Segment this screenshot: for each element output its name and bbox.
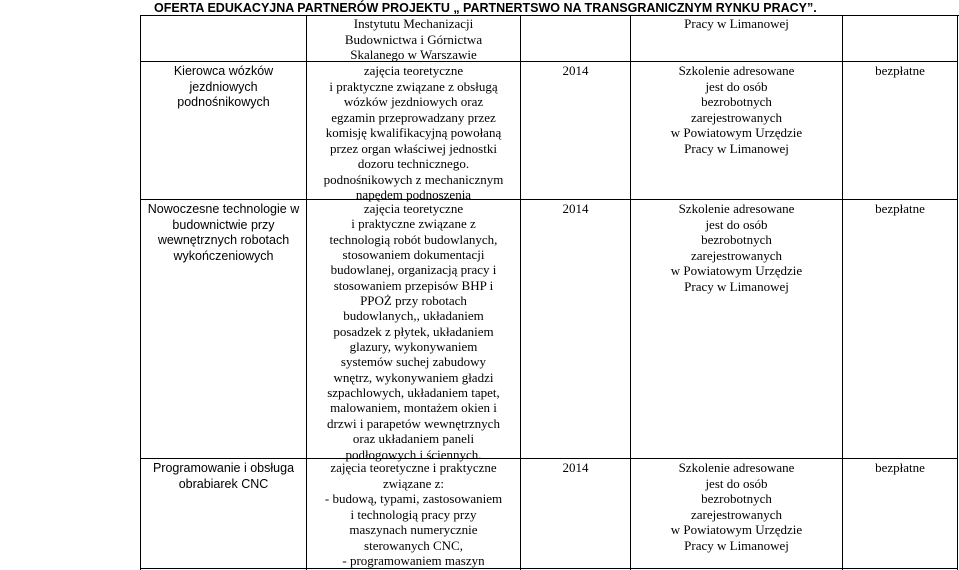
description-line: maszynach numerycznie xyxy=(349,522,478,537)
description-line: Instytutu Mechanizacji xyxy=(353,16,474,31)
course-line: Programowanie i obsługa xyxy=(152,461,295,475)
year-value: 2014 xyxy=(562,201,589,216)
course-organizer xyxy=(631,63,842,156)
course-description xyxy=(307,460,520,569)
description-line: i praktyczne związane z obsługą xyxy=(329,78,498,94)
description-line: podnośnikowych z mechanicznym xyxy=(323,171,504,187)
row-divider xyxy=(140,199,958,200)
course-line: Kierowca wózków xyxy=(173,64,274,78)
organizer-line: Szkolenie adresowane xyxy=(678,460,795,475)
course-description xyxy=(307,63,520,203)
description-line: - programowaniem maszyn xyxy=(342,553,485,568)
top-row-organizer xyxy=(631,16,842,32)
course-organizer xyxy=(631,460,842,553)
organizer-line: bezrobotnych xyxy=(701,94,772,109)
description-line: systemów suchej zabudowy xyxy=(340,354,487,370)
column-divider xyxy=(520,15,521,570)
cost-value: bezpłatne xyxy=(875,201,925,216)
organizer-line: zarejestrowanych xyxy=(691,247,782,263)
description-line: szpachlowych, układaniem tapet, xyxy=(327,385,500,401)
organizer-line: bezrobotnych xyxy=(701,491,772,506)
column-divider xyxy=(842,15,843,570)
description-line: technologią robót budowlanych, xyxy=(329,231,498,247)
table-border-right xyxy=(957,15,958,570)
description-line: glazury, wykonywaniem xyxy=(349,339,478,355)
description-line: posadzek z płytek, układaniem xyxy=(333,323,494,339)
organizer-line: jest do osób xyxy=(705,475,768,491)
description-line: zajęcia teoretyczne i praktyczne xyxy=(330,460,497,475)
description-line: podłogowych i ściennych. xyxy=(345,446,482,462)
course-organizer xyxy=(631,201,842,294)
course-cost xyxy=(843,201,957,217)
year-value: 2014 xyxy=(562,63,589,78)
course-name xyxy=(141,461,306,492)
cost-value: bezpłatne xyxy=(875,460,925,475)
description-line: Budownictwa i Górnictwa xyxy=(344,31,483,47)
description-line: stosowaniem przepisów BHP i xyxy=(333,277,494,293)
description-line: PPOŻ przy robotach xyxy=(360,293,467,309)
description-line: Skalanego w Warszawie xyxy=(350,47,477,62)
course-year xyxy=(521,201,630,217)
row-divider xyxy=(140,458,958,459)
organizer-line: zarejestrowanych xyxy=(691,109,782,125)
course-line: wewnętrznych robotach xyxy=(157,233,290,248)
description-line: budowlanej, organizacją pracy i xyxy=(330,262,497,278)
course-line: budownictwie przy xyxy=(172,217,275,232)
organizer-line: Pracy w Limanowej xyxy=(684,278,789,294)
description-line: i praktyczne związane z xyxy=(351,216,476,232)
description-line: wnętrz, wykonywaniem gładzi xyxy=(333,369,494,385)
description-line: komisję kwalifikacyjną powołaną xyxy=(325,125,502,140)
description-line: zajęcia teoretyczne xyxy=(363,63,464,78)
course-year xyxy=(521,460,630,476)
description-line: napędem podnoszenia xyxy=(355,187,472,202)
description-line: dozoru technicznego. xyxy=(357,156,470,171)
organizer-line: Szkolenie adresowane xyxy=(678,63,795,78)
course-name xyxy=(141,64,306,111)
organizer-line: jest do osób xyxy=(705,78,768,94)
organizer-line: Pracy w Limanowej xyxy=(684,140,789,156)
organizer-line: bezrobotnych xyxy=(701,232,772,247)
description-line: drzwi i parapetów wewnętrznych xyxy=(327,415,500,431)
description-line: wózków jezdniowych oraz xyxy=(343,94,484,109)
course-line: jezdniowych xyxy=(189,79,258,94)
year-value: 2014 xyxy=(562,460,589,475)
organizer-line: Pracy w Limanowej xyxy=(684,537,789,553)
organizer-line: w Powiatowym Urzędzie xyxy=(670,125,803,140)
top-row-description xyxy=(307,16,520,63)
page-title: OFERTA EDUKACYJNA PARTNERÓW PROJEKTU „ PARTNERTSWO NA TRANSGRANICZNYM RYNKU PRACY”. xyxy=(154,1,817,15)
course-cost xyxy=(843,460,957,476)
organizer-line: Szkolenie adresowane xyxy=(678,201,795,216)
description-line: oraz układaniem paneli xyxy=(352,431,475,447)
description-line: - budową, typami, zastosowaniem xyxy=(324,491,503,506)
description-line: zajęcia teoretyczne xyxy=(363,201,464,216)
cost-value: bezpłatne xyxy=(875,63,925,78)
description-line: budowlanych,, układaniem xyxy=(343,308,484,324)
description-line: przez organ właściwej jednostki xyxy=(330,140,497,156)
description-line: sterowanych CNC, xyxy=(364,537,463,553)
description-line: stosowaniem dokumentacji xyxy=(342,247,485,263)
table-border-bottom xyxy=(140,568,958,569)
course-line: obrabiarek CNC xyxy=(178,476,269,491)
description-line: i technologią pracy przy xyxy=(350,506,477,522)
description-line: malowaniem, montażem okien i xyxy=(330,400,497,416)
description-line: egzamin przeprowadzany przez xyxy=(331,109,496,125)
course-year xyxy=(521,63,630,79)
organizer-line: w Powiatowym Urzędzie xyxy=(670,522,803,537)
organizer-line: zarejestrowanych xyxy=(691,506,782,522)
course-line: wykończeniowych xyxy=(173,249,274,264)
organizer-line: w Powiatowym Urzędzie xyxy=(670,263,803,278)
organizer-line: jest do osób xyxy=(705,216,768,232)
course-description xyxy=(307,201,520,462)
row-divider xyxy=(140,61,958,62)
course-line: podnośnikowych xyxy=(177,95,270,110)
course-cost xyxy=(843,63,957,79)
course-name xyxy=(141,202,306,265)
description-line: związane z: xyxy=(383,475,444,491)
course-line: Nowoczesne technologie w xyxy=(147,202,300,216)
organizer-line: Pracy w Limanowej xyxy=(684,16,789,31)
